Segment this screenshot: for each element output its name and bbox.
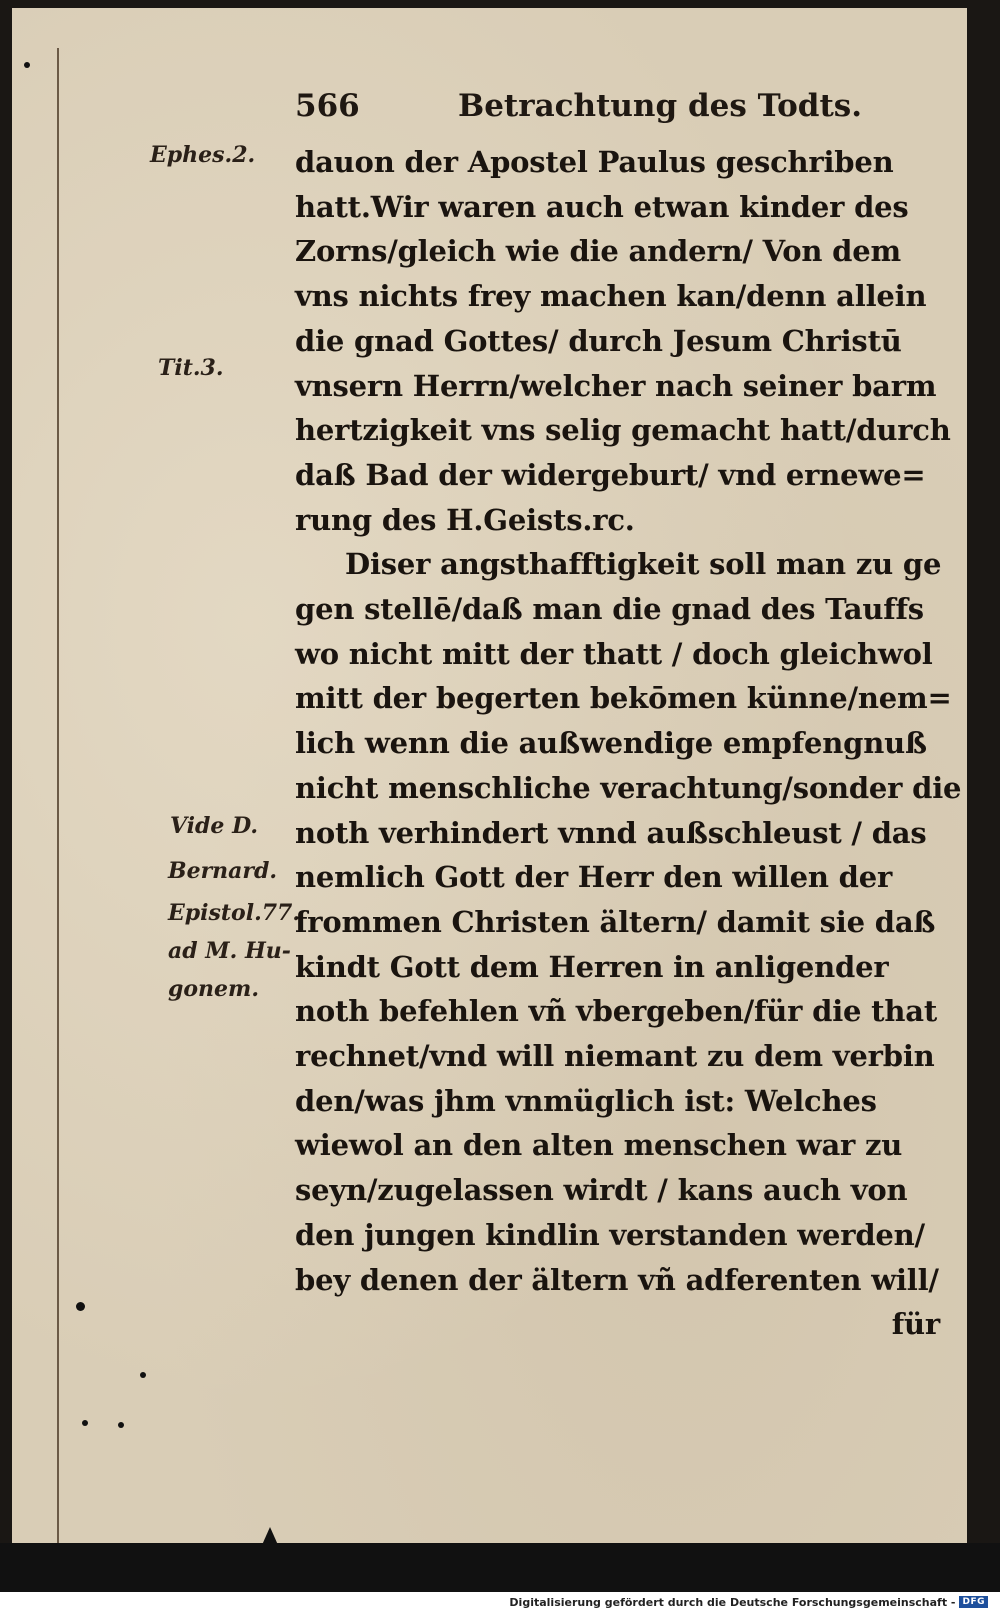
text-line: den/was jhm vnmüglich ist: Welches	[295, 1083, 877, 1118]
body-text	[295, 140, 962, 1347]
text-line: Zorns/gleich wie die andern/ Von dem	[295, 234, 901, 269]
text-line: Diser angsthafftigkeit soll man zu ge	[345, 547, 942, 582]
text-line: noth befehlen vñ vbergeben/für die that	[295, 994, 938, 1029]
margin-note-gonem: gonem.	[168, 976, 259, 1002]
margin-note-vide: Vide D.	[170, 813, 259, 839]
ink-spot	[118, 1422, 124, 1428]
text-line: den jungen kindlin verstanden werden/	[295, 1217, 925, 1252]
text-line: noth verhindert vnnd außschleust / das	[295, 815, 927, 850]
text-line: frommen Christen ältern/ damit sie daß	[295, 904, 936, 939]
ink-spot	[76, 1302, 85, 1311]
margin-note-ad-hugonem: ad M. Hu-	[168, 938, 291, 964]
margin-note-ephes: Ephes.2.	[150, 142, 256, 168]
text-line: wiewol an den alten menschen war zu	[295, 1128, 903, 1163]
running-title: Betrachtung des Todts.	[458, 88, 863, 124]
text-line: vnsern Herrn/welcher nach seiner barm	[295, 368, 937, 403]
text-line: rechnet/vnd will niemant zu dem verbin	[295, 1039, 935, 1074]
text-line: wo nicht mitt der thatt / doch gleichwol	[295, 636, 933, 671]
text-line: kindt Gott dem Herren in anligender	[295, 949, 889, 984]
page-corner-notch	[262, 1527, 278, 1545]
text-line: hertzigkeit vns selig gemacht hatt/durch	[295, 413, 951, 448]
ink-spot	[140, 1372, 146, 1378]
ink-spot	[24, 62, 30, 68]
text-line: nicht menschliche verachtung/sonder die	[295, 770, 962, 805]
text-line: daß Bad der widergeburt/ vnd ernewe=	[295, 457, 926, 492]
text-line: hatt.Wir waren auch etwan kinder des	[295, 189, 909, 224]
page-number: 566	[295, 88, 360, 124]
text-line: rung des H.Geists.rc.	[295, 502, 635, 537]
text-line: die gnad Gottes/ durch Jesum Christū	[295, 323, 902, 358]
dfg-logo: DFG	[959, 1596, 988, 1608]
margin-note-epistol: Epistol.77.	[168, 900, 301, 926]
text-line: nemlich Gott der Herr den willen der	[295, 860, 893, 895]
credit-text: Digitalisierung gefördert durch die Deutsche Forschungsgemeinschaft -	[509, 1595, 956, 1609]
text-line: lich wenn die außwendige empfengnuß	[295, 726, 927, 761]
page-header	[295, 88, 935, 136]
ink-spot	[82, 1420, 88, 1426]
text-line: dauon der Apostel Paulus geschriben	[295, 145, 894, 179]
margin-note-tit: Tit.3.	[158, 355, 224, 381]
text-line: vns nichts frey machen kan/denn allein	[295, 279, 927, 314]
text-line: seyn/zugelassen wirdt / kans auch von	[295, 1173, 908, 1208]
text-line: mitt der begerten bekōmen künne/nem=	[295, 681, 952, 716]
text-line: bey denen der ältern vñ adferenten will/	[295, 1262, 939, 1297]
catchword: für	[891, 1307, 940, 1342]
digitization-credit	[509, 1594, 988, 1610]
scan-bottom-edge	[0, 1543, 1000, 1592]
margin-note-bernard: Bernard.	[168, 858, 278, 884]
text-line: gen stellē/daß man die gnad des Tauffs	[295, 592, 924, 627]
